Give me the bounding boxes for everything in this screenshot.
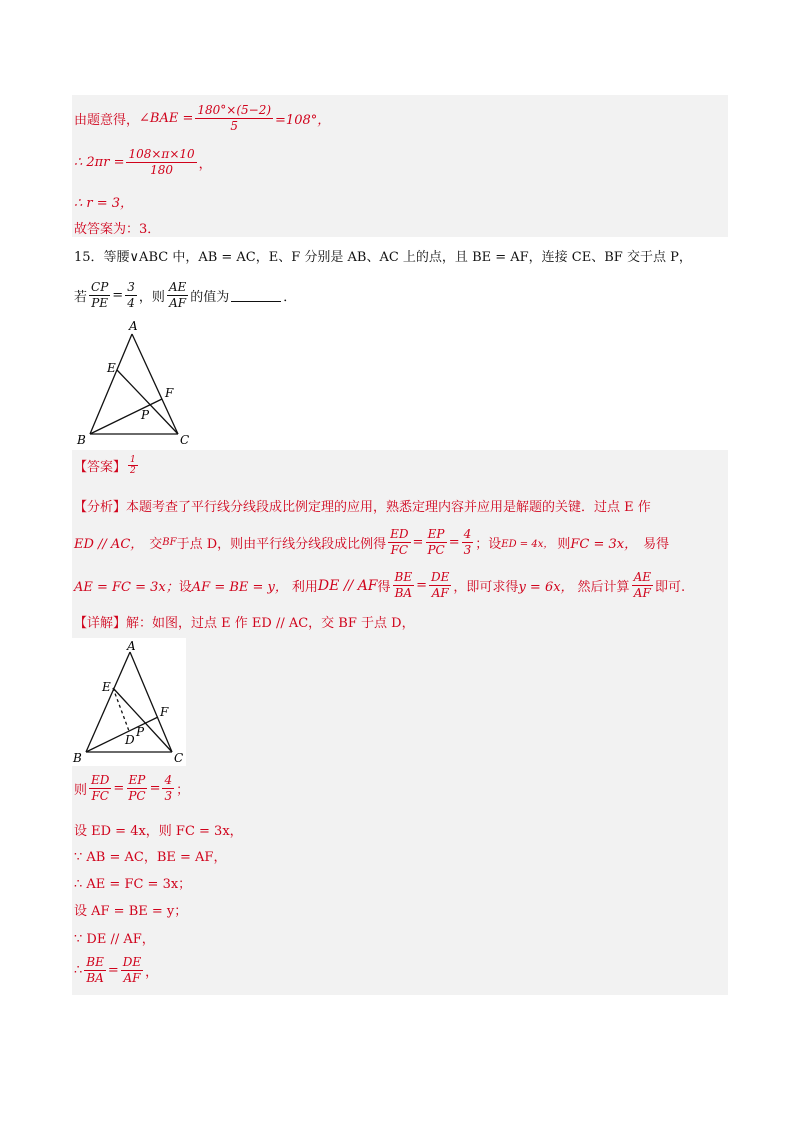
edge-ab — [86, 652, 130, 752]
fraction-den: PC — [128, 789, 146, 803]
step-1: 则 $\frac{ED}{FC}$ = $\frac{EP}{PC}$ = $\frac{4}{3}$ ； — [74, 773, 190, 803]
step-6 — [74, 928, 155, 947]
fraction — [195, 103, 273, 134]
text: 设 — [178, 580, 192, 595]
math-text: BF — [162, 537, 177, 548]
fraction-den: AF — [169, 296, 187, 310]
fraction-den: 2 — [130, 466, 136, 476]
fraction-num: BE — [86, 955, 104, 969]
fraction-num: BE — [394, 570, 413, 584]
text: ； — [176, 783, 190, 798]
fraction-num: EP — [128, 773, 146, 787]
analysis-label: 【分析】 — [74, 500, 127, 515]
fraction-den: BA — [86, 971, 104, 985]
text: ，即可求得 — [453, 580, 519, 595]
fraction-den: AF — [431, 586, 449, 600]
fraction-den: BA — [394, 586, 413, 600]
step-text: ∵ AB = AC，BE = AF， — [74, 850, 227, 865]
fraction — [126, 147, 196, 178]
math-text: y = 6x， — [518, 580, 574, 595]
analysis-line-3: AE = FC = 3x； 设 AF = BE = y， 利用 DE // AF 得 $\frac{BE}{BA}$ = $\frac{DE}{AF}$ ，即可求得 y = 6x， 然后计算 $\frac{AE}{AF}$ 即可. — [74, 570, 686, 600]
label-f: F — [165, 386, 174, 400]
fraction-num: DE — [431, 570, 450, 584]
math-text: AF = BE = y， — [191, 580, 288, 595]
text: 利用 — [291, 580, 318, 595]
answer-blank — [231, 289, 281, 302]
fraction-ae-af — [167, 280, 188, 311]
fraction-num: 4 — [463, 527, 472, 541]
detail-line-1 — [74, 612, 415, 631]
label-e: E — [102, 680, 111, 694]
text: 易得 — [643, 537, 670, 552]
fraction-den: 3 — [164, 789, 173, 803]
triangle-figure-2 — [72, 638, 186, 766]
fraction-den: 4 — [127, 296, 135, 310]
label-e: E — [107, 361, 116, 375]
segment-ce — [117, 370, 178, 434]
fraction-den: PE — [91, 296, 109, 310]
step-text: 设 AF = BE = y； — [74, 904, 188, 919]
segment-ce — [113, 688, 172, 752]
step-4 — [74, 873, 191, 892]
math-text: DE // AF — [317, 577, 378, 594]
fraction-num: 4 — [164, 773, 173, 787]
fraction-den: 180 — [150, 163, 173, 177]
fraction-num: 3 — [127, 280, 135, 294]
fraction-num: DE — [122, 955, 142, 969]
fraction-den: FC — [390, 543, 409, 557]
fraction-num: 180°×(5−2) — [197, 103, 272, 117]
fraction-ep-pc — [126, 773, 147, 804]
math-text: ED // AC， — [74, 537, 144, 552]
fraction-4-3 — [462, 527, 474, 558]
fraction-num: 108×π×10 — [128, 147, 195, 161]
text: 得 — [377, 580, 391, 595]
solution-line-4 — [74, 218, 160, 237]
fraction-ae-af — [632, 570, 653, 601]
answer-fraction — [128, 455, 138, 476]
fraction-den: 3 — [463, 543, 472, 557]
label-a: A — [127, 639, 136, 653]
answer-label: 【答案】 — [74, 460, 127, 475]
segment-bf — [86, 717, 158, 752]
step-2 — [74, 820, 243, 839]
text: 于点 D，则由平行线分线段成比例得 — [176, 537, 387, 552]
triangle-figure-1 — [74, 318, 200, 446]
text: 由题意得， — [74, 113, 140, 128]
math-text: AE = FC = 3x； — [74, 580, 179, 595]
segment-bf — [90, 399, 162, 434]
segment-ed-dashed — [113, 688, 129, 731]
text: 的值为 — [190, 290, 230, 305]
math-text: ∴ r = 3， — [74, 196, 134, 211]
fraction-den: AF — [123, 971, 141, 985]
label-b: B — [73, 751, 82, 765]
fraction-den: 5 — [230, 119, 239, 133]
analysis-line-2: ED // AC， 交 BF 于点 D，则由平行线分线段成比例得 $\frac{ED}{FC}$ = $\frac{EP}{PC}$ = $\frac{4}{3}$ ；设 ED = 4x， 则 FC = 3x， 易得 — [74, 527, 670, 557]
fraction-be-ba — [84, 955, 106, 986]
label-f: F — [160, 705, 169, 719]
step-text: 设 ED = 4x，则 FC = 3x， — [74, 824, 243, 839]
fraction-num: EP — [427, 527, 445, 541]
fraction-num: 1 — [130, 455, 136, 465]
text: 然后计算 — [577, 580, 630, 595]
step-text: ∵ DE // AF， — [74, 932, 155, 947]
text: ， — [145, 965, 159, 980]
edge-ac — [132, 334, 178, 434]
fraction-num: CP — [91, 280, 109, 294]
fraction-num: ED — [390, 527, 409, 541]
fraction-be-ba — [393, 570, 415, 601]
text: ， — [198, 157, 212, 172]
text: ∴ — [74, 963, 83, 978]
fraction-den: PC — [427, 543, 445, 557]
math-lhs: ∴ 2πr = — [74, 155, 125, 170]
math-text: FC = 3x， — [570, 537, 638, 552]
step-7: ∴ $\frac{BE}{BA}$ = $\frac{DE}{AF}$ ， — [74, 955, 159, 985]
text: 若 — [74, 290, 88, 305]
label-d: D — [125, 733, 135, 747]
text: 则 — [557, 537, 571, 552]
label-p: P — [136, 725, 145, 739]
problem-text: 15．等腰∨ABC 中，AB = AC，E、F 分别是 AB、AC 上的点，且 BE = AF，连接 CE、BF 交于点 P， — [74, 250, 692, 265]
fraction-ep-pc — [425, 527, 446, 558]
fraction-ed-fc — [89, 773, 111, 804]
fraction-ed-fc — [388, 527, 410, 558]
fraction-num: AE — [633, 570, 651, 584]
math-lhs: ∠BAE = — [139, 111, 194, 126]
analysis-line-1 — [74, 496, 651, 515]
edge-ab — [90, 334, 132, 434]
label-c: C — [174, 751, 184, 765]
fraction-de-af — [121, 955, 143, 986]
detail-text: 解：如图，过点 E 作 ED // AC，交 BF 于点 D， — [126, 616, 415, 631]
fraction-den: FC — [91, 789, 109, 803]
answer-line — [74, 455, 140, 476]
solution-line-1 — [74, 103, 330, 134]
step-5 — [74, 900, 187, 919]
analysis-text: 本题考查了平行线分线段成比例定理的应用，熟悉定理内容并应用是解题的关键．过点 E 作 — [126, 500, 651, 515]
fraction-cp-pe — [89, 280, 110, 311]
math-text: ED = 4x， — [501, 539, 554, 550]
label-c: C — [180, 433, 190, 446]
label-a: A — [129, 319, 138, 333]
label-p: P — [141, 408, 150, 422]
step-3 — [74, 846, 226, 865]
solution-line-2 — [74, 147, 212, 178]
text: ． — [283, 290, 297, 305]
text: 即可. — [655, 580, 686, 595]
text: 交 — [149, 537, 163, 552]
math-rhs: =108°， — [275, 113, 331, 128]
text: ，则 — [138, 290, 165, 305]
text: ；设 — [475, 537, 502, 552]
solution-line-3 — [74, 192, 133, 211]
fraction-den: AF — [633, 586, 651, 600]
detail-label: 【详解】 — [74, 616, 127, 631]
fraction-4-3 — [162, 773, 174, 804]
fraction-de-af — [429, 570, 451, 601]
problem-line-2 — [74, 280, 296, 311]
step-text: ∴ AE = FC = 3x； — [74, 877, 192, 892]
text: = — [112, 288, 124, 303]
fraction-num: ED — [91, 773, 110, 787]
fraction-num: AE — [168, 280, 187, 294]
fraction-3-4 — [125, 280, 137, 311]
label-b: B — [77, 433, 86, 446]
text: 故答案为：3． — [74, 222, 161, 237]
problem-line-1 — [74, 246, 692, 265]
text: 则 — [74, 783, 88, 798]
